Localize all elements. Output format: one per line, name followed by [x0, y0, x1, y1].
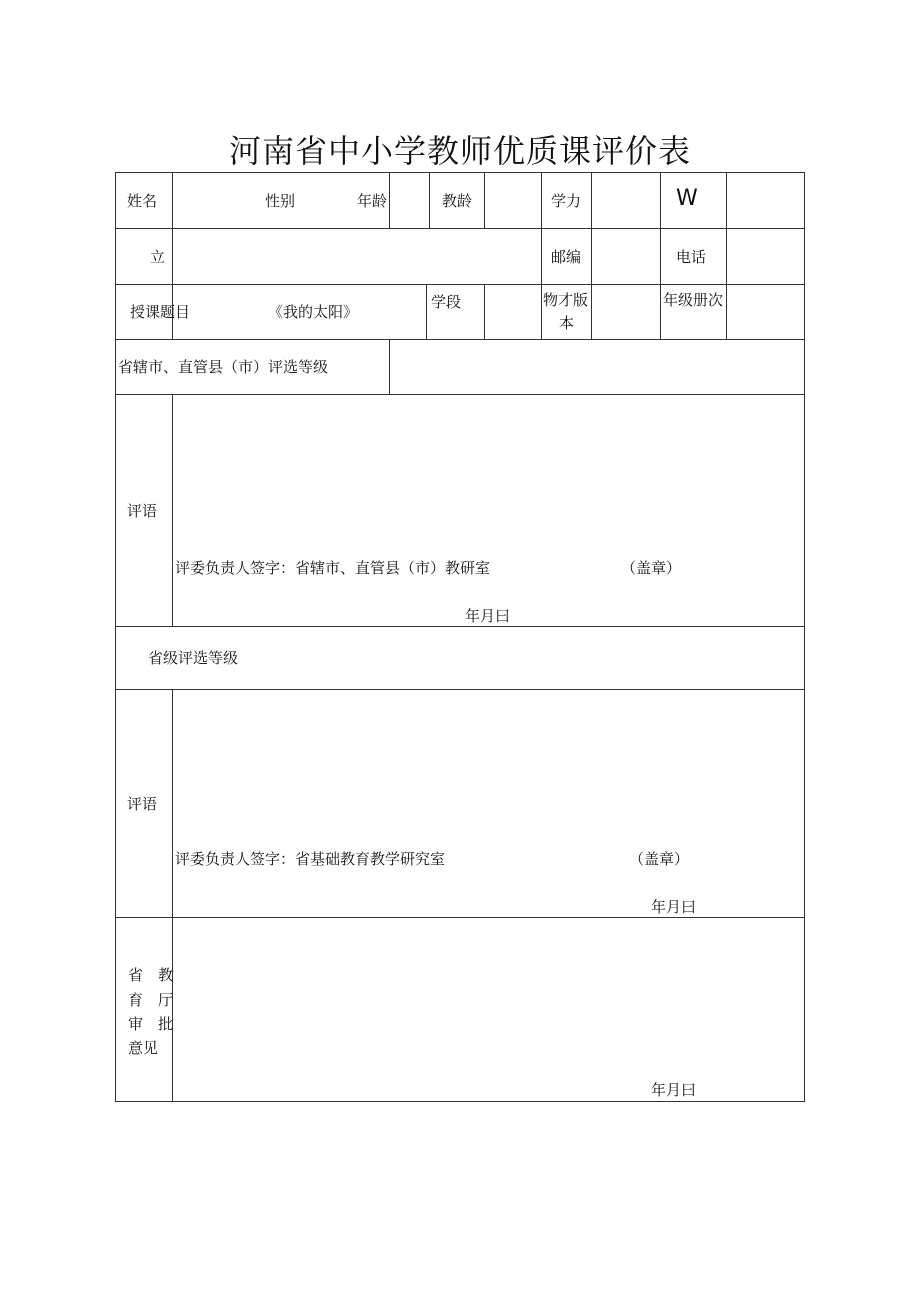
stage-label: 学段 [431, 293, 462, 311]
rule-r4 [389, 339, 390, 394]
rule-r1r3-b [591, 172, 592, 228]
rule-right [804, 172, 805, 1102]
rule-r1r3-c [660, 172, 661, 339]
gender-label: 性别 [265, 192, 296, 210]
rule-r1-teach-val [484, 172, 485, 228]
rule-label-col-c [172, 689, 173, 1102]
page-title: 河南省中小学教师优质课评价表 [228, 132, 691, 170]
edition-label-line1: 物才版 [543, 291, 589, 309]
rule-row2 [115, 284, 805, 285]
rule-r2r3-b [591, 228, 592, 339]
province-review-date: 年月曰 [651, 898, 697, 916]
city-review-date: 年月曰 [465, 607, 511, 625]
rule-row3 [115, 339, 805, 340]
education-value: W [676, 186, 698, 211]
postcode-label: 邮编 [551, 248, 582, 266]
rule-label-col-b [172, 394, 173, 626]
teaching-age-label: 教龄 [442, 192, 473, 210]
city-grade-label: 省辖市、直管县（市）评选等级 [118, 358, 329, 376]
rule-r1-teach-label [429, 172, 430, 228]
province-review-signature: 评委负责人签字：省基础教育教学研究室 [175, 850, 446, 868]
approval-label-line1: 省 教 [128, 966, 174, 984]
rule-r2r3-a [541, 228, 542, 339]
rule-row1 [115, 228, 805, 229]
rule-city-review [115, 626, 805, 627]
rule-left [115, 172, 116, 1102]
city-review-signature: 评委负责人签字：省辖市、直管县（市）教研室 [175, 559, 491, 577]
approval-label-line4: 意见 [128, 1039, 159, 1057]
province-grade-label: 省级评选等级 [148, 649, 239, 667]
rule-bottom [115, 1101, 805, 1102]
phone-label: 电话 [676, 248, 707, 266]
province-review-label: 评语 [127, 795, 158, 813]
rule-province-grade [115, 689, 805, 690]
topic-value: 《我的太阳》 [268, 303, 359, 321]
approval-label-line2: 育 厅 [128, 991, 174, 1009]
rule-r3-stage-val [484, 284, 485, 339]
approval-date: 年月曰 [651, 1081, 697, 1099]
age-label: 年龄 [357, 192, 388, 210]
rule-r1r3-a [541, 172, 542, 228]
edition-label-line2: 本 [559, 314, 575, 332]
approval-label-line3: 审 批 [128, 1015, 174, 1033]
topic-label: 授课题目 [130, 303, 191, 321]
city-review-stamp: （盖章） [621, 559, 682, 577]
rule-r1-age-val [389, 172, 390, 228]
rule-top [115, 172, 805, 173]
unit-label: 立 [150, 248, 166, 266]
city-review-label: 评语 [127, 502, 158, 520]
name-label: 姓名 [127, 192, 158, 210]
education-label: 学力 [551, 192, 582, 210]
rule-r3-stage-label [426, 284, 427, 339]
rule-row4 [115, 394, 805, 395]
province-review-stamp: （盖章） [629, 850, 690, 868]
rule-province-review [115, 917, 805, 918]
grade-label: 年级册次 [663, 291, 724, 309]
rule-r1r3-d [726, 172, 727, 339]
